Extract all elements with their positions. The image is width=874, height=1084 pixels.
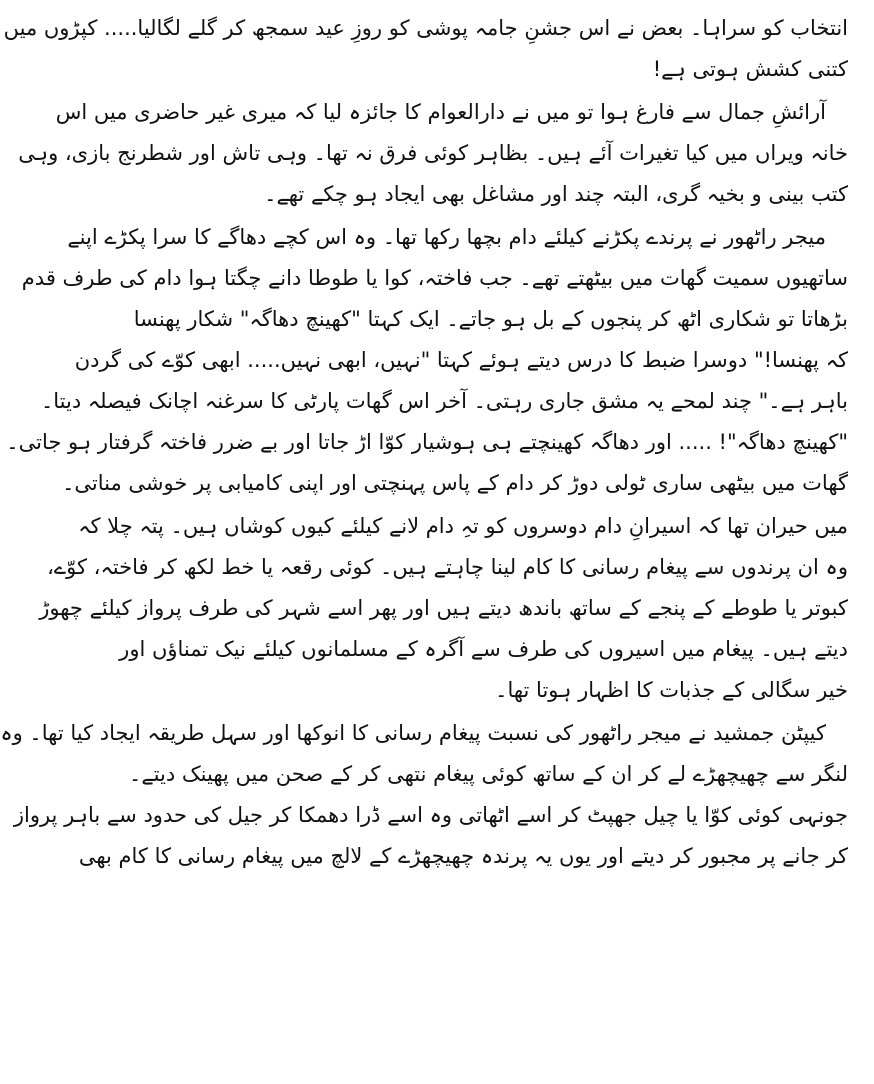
text-line: میں حیران تھا کہ اسیرانِ دام دوسروں کو تہِ دام لانے کیلئے کیوں کوشاں ہیں۔ پتہ چلا کہ — [78, 514, 848, 538]
text-line: میجر راٹھور نے پرندے پکڑنے کیلئے دام بچھا رکھا تھا۔ وہ اس کچے دھاگے کا سرا پکڑے اپنے — [67, 225, 826, 249]
text-line: لنگر سے چھیچھڑے لے کر ان کے ساتھ کوئی پیغام نتھی کر کے صحن میں پھینک دیتے۔ — [129, 762, 848, 786]
text-line: کتب بینی و بخیہ گری، البتہ چند اور مشاغل بھی ایجاد ہو چکے تھے۔ — [264, 182, 848, 206]
text-line: آرائشِ جمال سے فارغ ہوا تو میں نے دارالعوام کا جائزہ لیا کہ میری غیر حاضری میں اس — [55, 100, 826, 124]
paragraph-3 — [6, 217, 848, 504]
paragraph-2 — [18, 92, 848, 215]
text-line: گھات میں بیٹھی ساری ٹولی دوڑ کر دام کے پاس پہنچتی اور اپنی کامیابی پر خوشی مناتی۔ — [62, 471, 848, 495]
text-line: "کھینچ دھاگہ"! ..... اور دھاگہ کھینچتے ہی ہوشیار کوّا اڑ جاتا اور بے ضرر فاختہ گرفتار ہو جاتی۔ — [6, 430, 848, 454]
text-line: خانہ ویراں میں کیا تغیرات آئے ہیں۔ بظاہر کوئی فرق نہ تھا۔ وہی تاش اور شطرنج بازی، وہی — [18, 141, 848, 165]
text-line: باہر ہے۔" چند لمحے یہ مشق جاری رہتی۔ آخر اس گھات پارٹی کا سرغنہ اچانک فیصلہ دیتا۔ — [40, 389, 848, 413]
text-line: بڑھاتا تو شکاری اٹھ کر پنجوں کے بل ہو جاتے۔ ایک کہتا "کھینچ دھاگہ" شکار پھنسا — [133, 307, 848, 331]
text-line: وہ ان پرندوں سے پیغام رسانی کا کام لینا چاہتے ہیں۔ کوئی رقعہ یا خط لکھ کر فاختہ، کوّے، — [47, 555, 848, 579]
paragraph-4 — [39, 506, 848, 711]
text-line: کبوتر یا طوطے کے پنجے کے ساتھ باندھ دیتے ہیں اور پھر اسے شہر کی طرف پرواز کیلئے چھوڑ — [39, 596, 848, 620]
paragraph-1 — [3, 8, 848, 90]
text-line: ساتھیوں سمیت گھات میں بیٹھتے تھے۔ جب فاختہ، کوا یا طوطا دانے چگتا ہوا دام کی طرف قدم — [21, 266, 848, 290]
text-line: کہ پھنسا!" دوسرا ضبط کا درس دیتے ہوئے کہتا "نہیں، ابھی نہیں..... ابھی کوّے کی گردن — [74, 348, 848, 372]
paragraph-5 — [0, 713, 848, 877]
text-line: دیتے ہیں۔ پیغام میں اسیروں کی طرف سے آگرہ کے مسلمانوں کیلئے نیک تمناؤں اور — [119, 637, 848, 661]
text-line: جونہی کوئی کوّا یا چیل جھپٹ کر اسے اٹھاتی وہ اسے ڈرا دھمکا کر جیل کی حدود سے باہر پرواز — [13, 803, 848, 827]
text-line: خیر سگالی کے جذبات کا اظہار ہوتا تھا۔ — [495, 678, 848, 702]
text-line: انتخاب کو سراہا۔ بعض نے اس جشنِ جامہ پوشی کو روزِ عید سمجھ کر گلے لگالیا..... کپڑوں میں — [3, 16, 848, 40]
text-line: کتنی کشش ہوتی ہے! — [652, 57, 848, 81]
text-line: کر جانے پر مجبور کر دیتے اور یوں یہ پرندہ چھیچھڑے کے لالچ میں پیغام رسانی کا کام بھی — [78, 844, 848, 868]
text-line: کیپٹن جمشید نے میجر راٹھور کی نسبت پیغام رسانی کا انوکھا اور سہل طریقہ ایجاد کیا تھا۔ وہ — [0, 721, 826, 745]
